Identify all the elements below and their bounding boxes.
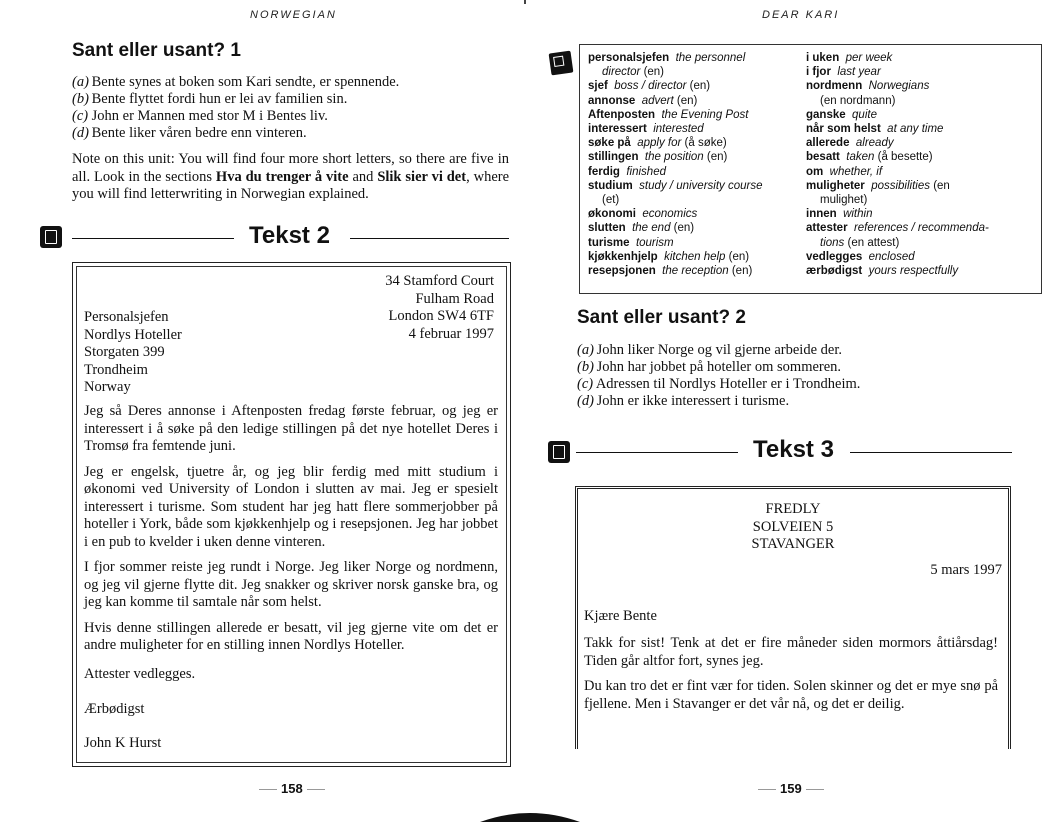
vocab-entry: ferdig finished xyxy=(588,165,666,178)
vocab-entry: vedlegges enclosed xyxy=(806,250,915,263)
vocab-entry: director (en) xyxy=(602,66,665,79)
vocab-entry: sjef boss / director (en) xyxy=(588,80,711,93)
tekst-heading xyxy=(72,222,509,252)
right-page xyxy=(526,0,1052,822)
letter-paragraph: Jeg er engelsk, tjuetre år, og jeg blir ferdig med mitt studium i økonomi ved University of London i slutten av mai. Jeg er spesielt interessert i turisme. Som student har jeg hatt flere sommerjobber på hoteller i York, både som kjøkkenhjelp og i resepsjonen. Jeg har jobbet i en pub to kvelder i uken denne vinteren. xyxy=(84,463,498,550)
book-fold-shadow xyxy=(480,806,580,822)
vocab-entry: Aftenposten the Evening Post xyxy=(588,108,749,121)
page-number: 159 xyxy=(754,781,828,796)
vocab-entry: økonomi economics xyxy=(588,208,698,221)
list-item: (c) Adressen til Nordlys Hoteller er i Trondheim. xyxy=(577,376,861,392)
vocab-entry: interessert interested xyxy=(588,123,704,136)
list-item: (b) John har jobbet på hoteller om sommeren. xyxy=(577,359,842,375)
list-item: (d) Bente liker våren bedre enn vinteren. xyxy=(72,125,307,141)
vocab-entry: kjøkkenhjelp kitchen help (en) xyxy=(588,250,750,263)
list-item: (a) John liker Norge og vil gjerne arbeide der. xyxy=(577,342,842,358)
vocab-entry: i uken per week xyxy=(806,52,893,64)
vocab-entry: resepsjonen the reception (en) xyxy=(588,265,753,278)
vocab-entry: muligheter possibilities (en xyxy=(806,179,950,192)
unit-note: Note on this unit: You will find four more short letters, so there are five in all. Look in the sections Hva du trenger å vite and Slik sier vi det, where you will find letterwriting in Norwegian explained. xyxy=(72,151,510,202)
vocab-entry: annonse advert (en) xyxy=(588,94,698,107)
running-head: DEAR KARI xyxy=(762,9,840,21)
recipient-address: Personalsjefen Nordlys Hoteller Storgaten 399 Trondheim Norway xyxy=(84,309,182,395)
vocab-entry: nordmenn Norwegians xyxy=(806,80,930,93)
tekst-heading xyxy=(576,436,1012,466)
vocabulary-icon xyxy=(549,51,574,76)
letter-signature: John K Hurst xyxy=(84,735,162,751)
tekst-title: Tekst 2 xyxy=(249,222,330,249)
tekst-title: Tekst 3 xyxy=(753,436,834,463)
vocab-entry: innen within xyxy=(806,208,873,221)
letter-paragraph: Jeg så Deres annonse i Aftenposten fredag første februar, og jeg er interessert i å søke på den ledige stillingen på det nye hotellet Deres i Tromsø fra femtende juni. xyxy=(84,403,498,454)
letter-paragraph: Du kan tro det er fint vær for tiden. Solen skinner og det er mye snø på fjellene. Men i Stavanger er det vår nå, og det er deilig. xyxy=(584,678,998,712)
vocab-entry: slutten the end (en) xyxy=(588,222,695,235)
vocab-entry: allerede already xyxy=(806,137,894,150)
letter-body xyxy=(84,403,498,663)
letter-paragraph: Takk for sist! Tenk at det er fire måneder siden mormors åttiårsdag! Tiden går altfor fort, synes jeg. xyxy=(584,635,998,669)
vocab-entry: stillingen the position (en) xyxy=(588,151,728,164)
list-item: (c) John er Mannen med stor M i Bentes liv. xyxy=(72,108,328,124)
vocab-entry: tions (en attest) xyxy=(820,236,900,249)
vocab-column-2 xyxy=(806,51,1036,278)
letter-box xyxy=(575,486,1011,749)
letter-paragraph: Hvis denne stillingen allerede er besatt, vil jeg gjerne vite om det er andre muligheter for en stilling innen Nordlys Hoteller. xyxy=(84,619,498,653)
vocab-entry: ærbødigst yours respectfully xyxy=(806,265,959,278)
vocab-entry: (en nordmann) xyxy=(820,94,896,107)
vocab-entry: om whether, if xyxy=(806,165,883,178)
page-number: 158 xyxy=(255,781,329,796)
sender-address: 34 Stamford Court Fulham Road London SW4 6TF 4 februar 1997 xyxy=(385,273,494,342)
vocab-entry: (et) xyxy=(602,194,620,207)
true-false-list xyxy=(577,342,1017,410)
letter-paragraph: I fjor sommer reiste jeg rundt i Norge. Jeg liker Norge og nordmenn, og jeg vil gjerne flytte dit. Jeg snakker og skriver norsk ganske bra, og jeg kan komme til samtale når som helst. xyxy=(84,559,498,610)
vocabulary-box xyxy=(579,44,1042,294)
list-item: (d) John er ikke interessert i turisme. xyxy=(577,393,790,409)
vocab-entry: besatt taken (å besette) xyxy=(806,151,933,164)
vocab-entry: når som helst at any time xyxy=(806,123,944,136)
vocab-entry: ganske quite xyxy=(806,108,877,121)
letter-date: 5 mars 1997 xyxy=(930,562,1002,578)
vocab-entry: attester references / recommenda- xyxy=(806,222,989,235)
section-title: Sant eller usant? 1 xyxy=(72,40,241,61)
list-item: (a) Bente synes at boken som Kari sendte, er spennende. xyxy=(72,74,400,90)
list-item: (b) Bente flyttet fordi hun er lei av familien sin. xyxy=(72,91,348,107)
book-icon xyxy=(40,226,62,248)
letter-header: FREDLY SOLVEIEN 5 STAVANGER xyxy=(751,501,835,552)
true-false-list xyxy=(72,74,512,142)
vocab-entry: turisme tourism xyxy=(588,236,674,249)
letter-box xyxy=(72,262,511,767)
vocab-entry: i fjor last year xyxy=(806,66,881,79)
vocab-entry: mulighet) xyxy=(820,194,868,207)
letter-body xyxy=(584,635,998,721)
vocab-entry: søke på apply for (å søke) xyxy=(588,137,727,150)
enclosure-note: Attester vedlegges. xyxy=(84,666,196,682)
running-head: NORWEGIAN xyxy=(250,9,337,21)
vocab-entry: studium study / university course xyxy=(588,179,763,192)
section-title: Sant eller usant? 2 xyxy=(577,307,746,328)
vocab-entry: personalsjefen the personnel xyxy=(588,52,746,64)
letter-greeting: Kjære Bente xyxy=(584,608,657,624)
vocab-column-1 xyxy=(588,51,798,278)
book-icon xyxy=(548,441,570,463)
letter-closing: Ærbødigst xyxy=(84,701,145,717)
